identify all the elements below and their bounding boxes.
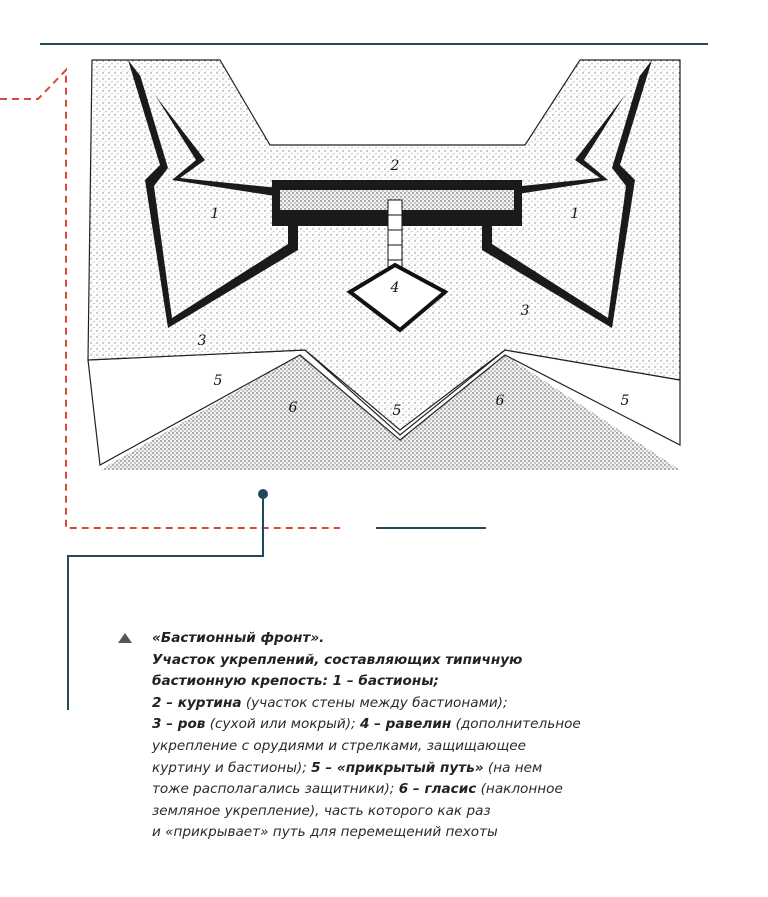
label-bastion-left: 1: [210, 206, 220, 222]
caption-line-7b: (наклонное: [476, 781, 563, 798]
triangle-up-icon: [118, 633, 132, 643]
caption-line-7a: тоже располагались защитники);: [152, 781, 399, 798]
label-glacis-right: 6: [495, 393, 505, 409]
label-ditch-left: 3: [197, 333, 207, 349]
caption-line-6a: куртину и бастионы);: [152, 759, 312, 776]
label-covered-way-right: 5: [620, 393, 630, 409]
term-curtain: 2 – куртина: [152, 694, 242, 711]
caption-line-6b: (на нем: [483, 759, 543, 776]
caption-title: «Бастионный фронт».: [152, 630, 325, 646]
term-ravelin: 4 – равелин: [359, 716, 452, 733]
label-covered-way-center: 5: [392, 403, 402, 419]
label-bastion-right: 1: [570, 206, 580, 222]
term-covered-way: 5 – «прикрытый путь»: [311, 759, 484, 776]
label-glacis-left: 6: [288, 400, 298, 416]
caption-line-5: укрепление с орудиями и стрелками, защищающее: [152, 737, 527, 754]
caption-line-9: и «прикрывает» путь для перемещений пехоты: [152, 824, 498, 841]
figure-caption: [152, 628, 632, 844]
caption-line-3: (участок стены между бастионами);: [241, 694, 508, 711]
label-curtain: 2: [390, 158, 400, 174]
caption-line-4b: (дополнительное: [451, 716, 581, 733]
caption-line-2: бастионную крепость: 1 – бастионы;: [152, 673, 439, 690]
caption-line-1: Участок укреплений, составляющих типичную: [152, 651, 523, 668]
label-covered-way-left: 5: [213, 373, 223, 389]
caption-line-4a: (сухой или мокрый);: [205, 716, 360, 733]
label-ditch-right: 3: [520, 303, 530, 319]
term-glacis: 6 – гласис: [398, 781, 477, 798]
term-ditch: 3 – ров: [152, 716, 206, 733]
caption-line-8: земляное укрепление), часть которого как раз: [152, 802, 491, 819]
label-ravelin: 4: [390, 280, 400, 296]
